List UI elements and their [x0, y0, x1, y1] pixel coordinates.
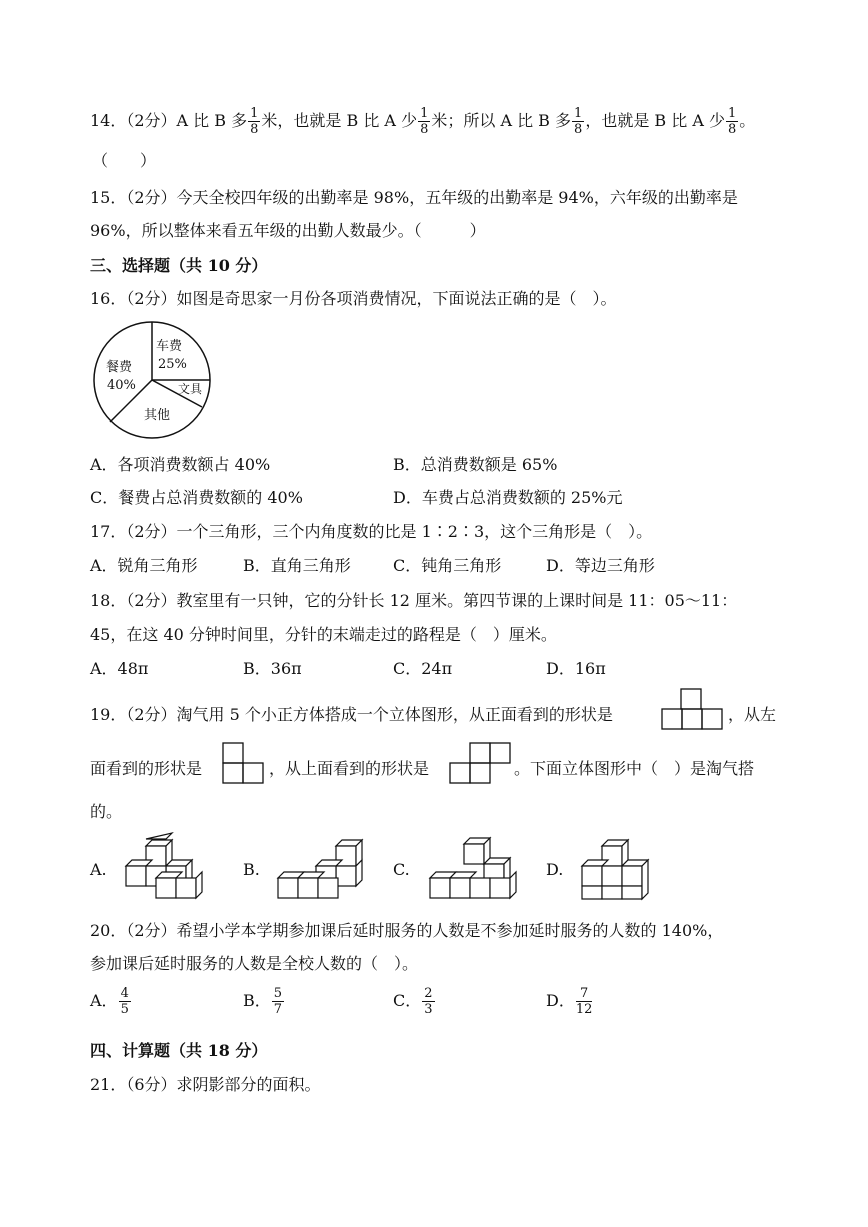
q19-line-3: 的。	[90, 802, 123, 821]
front-view-figure	[661, 688, 723, 730]
q16-option-c[interactable]: C．餐费占总消费数额的 40%	[90, 488, 303, 507]
q16-option-b[interactable]: B．总消费数额是 65%	[393, 455, 558, 474]
q19-option-b[interactable]: B.	[243, 860, 260, 879]
q14-end: 。	[739, 111, 756, 130]
q17-option-c[interactable]: C．钝角三角形	[393, 556, 502, 575]
q19-line-1b: ，从左	[728, 705, 777, 724]
fraction: $\frac{7}{12}$	[575, 986, 593, 1017]
top-view-figure	[449, 742, 511, 784]
pie-chart	[92, 320, 214, 442]
q14-text-1: 米，也就是 B 比 A 少	[261, 111, 418, 130]
pie-label-food: 餐费	[106, 360, 133, 375]
fraction: $\frac{5}{7}$	[273, 986, 283, 1017]
fraction: $\frac{1}{8}$	[727, 106, 737, 137]
q18-option-a[interactable]: A．48π	[90, 659, 149, 678]
question-14	[90, 106, 755, 137]
q17-option-b[interactable]: B．直角三角形	[243, 556, 351, 575]
q18-line-1: 18．（2分）教室里有一只钟，它的分针长 12 厘米。第四节课的上课时间是 11：05～11：	[90, 591, 738, 610]
cube-figure-b	[276, 838, 372, 900]
fraction: $\frac{2}{3}$	[424, 986, 433, 1017]
q20-option-d[interactable]: D． $\frac{7}{12}$	[546, 986, 593, 1017]
q15-line-1: 15．（2分）今天全校四年级的出勤率是 98%，五年级的出勤率是 94%，六年级的出勤率是	[90, 188, 738, 207]
q16-option-a[interactable]: A．各项消费数额占 40%	[90, 455, 271, 474]
pie-label-stationery: 文具	[178, 382, 203, 396]
q15-line-2: 96%，所以整体来看五年级的出勤人数最少。（ ）	[90, 221, 486, 240]
q17-stem: 17．（2分）一个三角形，三个内角度数的比是 1∶2∶3，这个三角形是（ ）。	[90, 522, 653, 541]
cube-figure-c	[428, 836, 524, 900]
q14-text-2: 米；所以 A 比 B 多	[431, 111, 572, 130]
q20-option-c[interactable]: C． $\frac{2}{3}$	[393, 986, 433, 1017]
pie-label-other: 其他	[144, 408, 171, 423]
q18-option-d[interactable]: D．16π	[546, 659, 606, 678]
q19-line-2c: 。下面立体图形中（ ）是淘气搭	[514, 759, 755, 778]
pie-label-car: 车费	[156, 339, 183, 354]
cube-figure-a	[124, 838, 208, 900]
q16-stem: 16．（2分）如图是奇思家一月份各项消费情况，下面说法正确的是（ ）。	[90, 289, 617, 308]
q19-option-d[interactable]: D.	[546, 860, 564, 879]
q16-option-d[interactable]: D．车费占总消费数额的 25%元	[393, 488, 623, 507]
pie-label-car-pct: 25%	[158, 357, 187, 372]
cube-figure-d	[580, 838, 664, 900]
q19-option-c[interactable]: C.	[393, 860, 410, 879]
q19-line-2b: ，从上面看到的形状是	[269, 759, 430, 778]
fraction: $\frac{1}{8}$	[420, 106, 429, 137]
section-heading-4: 四、计算题（共 18 分）	[90, 1041, 268, 1060]
pie-label-food-pct: 40%	[107, 378, 136, 393]
fraction: $\frac{1}{8}$	[250, 106, 259, 137]
q14-text-3: ，也就是 B 比 A 少	[585, 111, 725, 130]
q21-stem: 21．（6分）求阴影部分的面积。	[90, 1075, 321, 1094]
q20-option-a[interactable]: A． $\frac{4}{5}$	[90, 986, 129, 1017]
q20-line-1: 20．（2分）希望小学本学期参加课后延时服务的人数是不参加延时服务的人数的 140%，	[90, 921, 724, 940]
q14-answer-paren: （ ）	[92, 151, 157, 170]
q20-option-b[interactable]: B． $\frac{5}{7}$	[243, 986, 283, 1017]
q17-option-d[interactable]: D．等边三角形	[546, 556, 655, 575]
fraction: $\frac{4}{5}$	[120, 986, 129, 1017]
q20-line-2: 参加课后延时服务的人数是全校人数的（ ）。	[90, 954, 419, 973]
q18-line-2: 45，在这 40 分钟时间里，分针的末端走过的路程是（ ）厘米。	[90, 625, 557, 644]
section-heading-3: 三、选择题（共 10 分）	[90, 256, 268, 275]
q14-prefix: 14．（2分）A 比 B 多	[90, 111, 248, 130]
q18-option-c[interactable]: C．24π	[393, 659, 453, 678]
fraction: $\frac{1}{8}$	[574, 106, 583, 137]
q18-option-b[interactable]: B．36π	[243, 659, 302, 678]
left-view-figure	[222, 742, 264, 784]
q19-line-2a: 面看到的形状是	[90, 759, 203, 778]
q17-option-a[interactable]: A．锐角三角形	[90, 556, 198, 575]
q19-option-a[interactable]: A.	[90, 860, 107, 879]
q19-line-1a: 19．（2分）淘气用 5 个小正方体搭成一个立体图形，从正面看到的形状是	[90, 705, 613, 724]
